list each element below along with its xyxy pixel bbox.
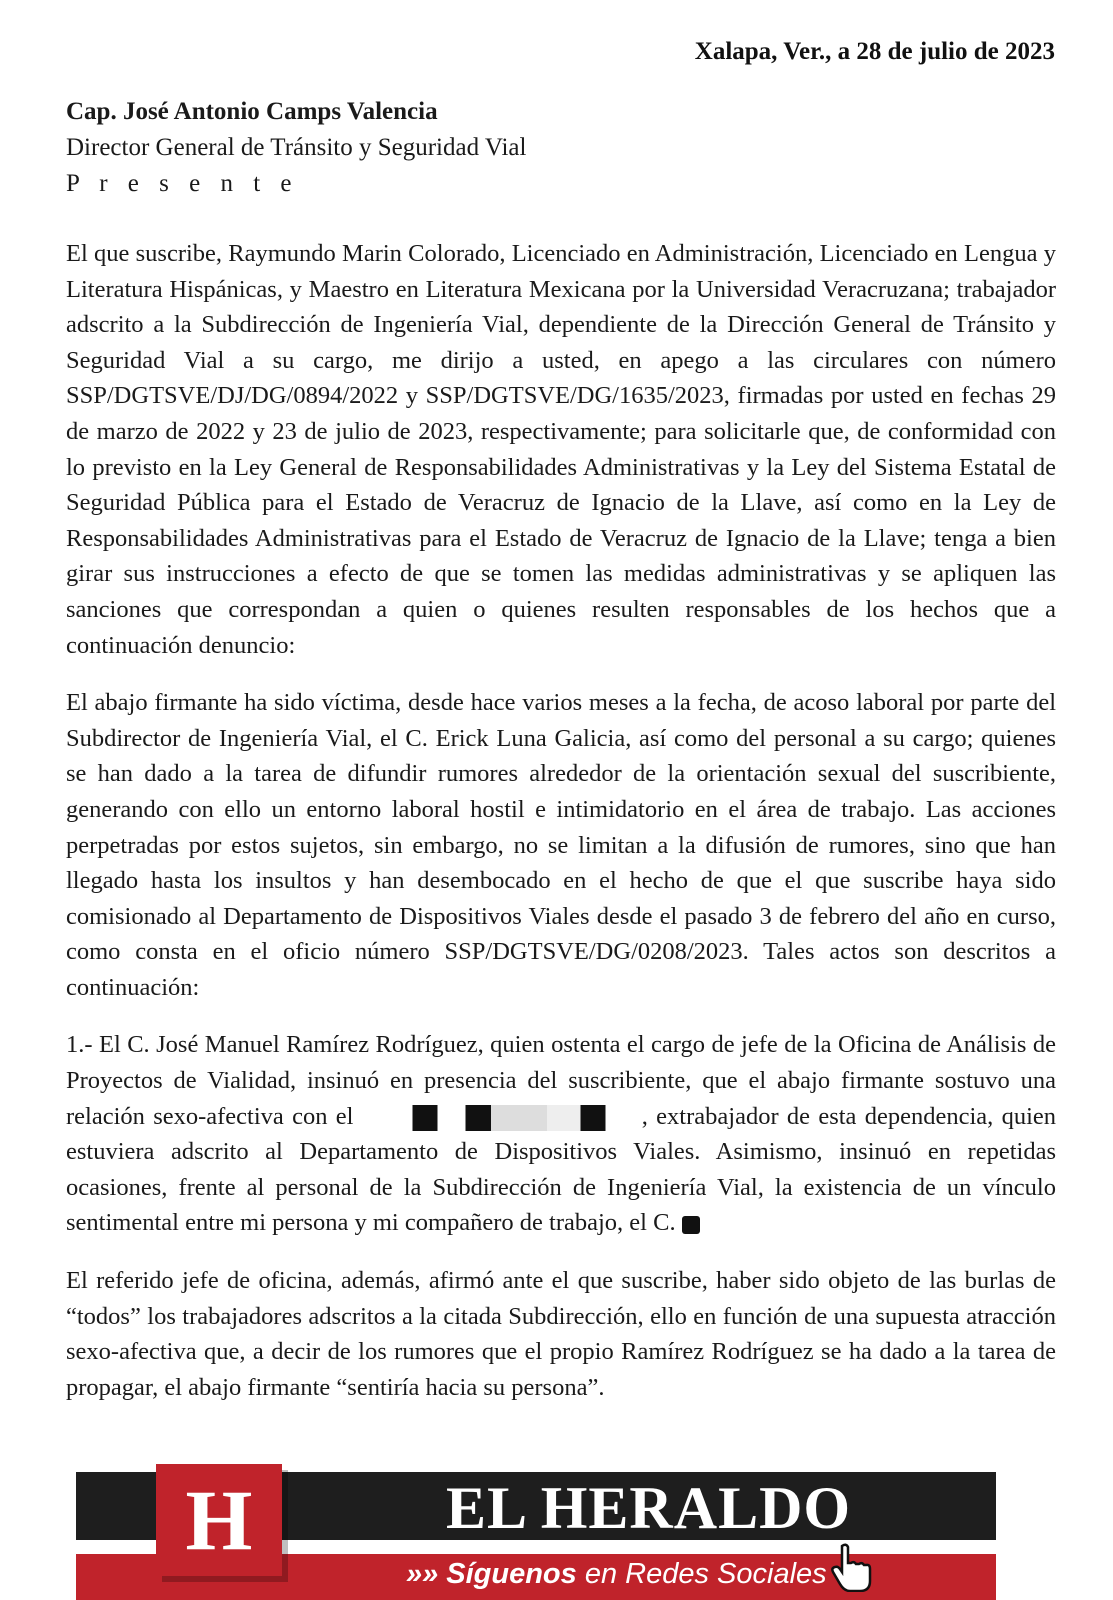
paragraph-item-1: [66, 1027, 1056, 1241]
recipient-position: Director General de Tránsito y Seguridad Vial: [66, 134, 527, 161]
el-heraldo-banner[interactable]: [76, 1472, 996, 1600]
follow-bold-text: Síguenos: [446, 1558, 577, 1590]
paragraph-harassment: El abajo firmante ha sido víctima, desde hace varios meses a la fecha, de acoso laboral por parte del Subdirector de Ingeniería Vial, el C. Erick Luna Galicia, así como del personal a su cargo; quienes se han dado a la tarea de difundir rumores alrededor de la orientación sexual del suscribiente, generando con ello un entorno laboral hostil e intimidatorio en el área de trabajo. Las acciones perpetradas por estos sujetos, sin embargo, no se limitan a la difusión de rumores, sino que han llegado hasta los insultos y han desembocado en el hecho de que el que suscribe haya sido comisionado al Departamento de Dispositivos Viales desde el pasado 3 de febrero del año en curso, como consta en el oficio número SSP/DGTSVE/DG/0208/2023. Tales actos son descritos a continuación:: [66, 689, 1056, 1001]
pointing-hand-icon: [828, 1542, 872, 1592]
letter-date: Xalapa, Ver., a 28 de julio de 2023: [694, 38, 1055, 65]
presente-line: P r e s e n t e: [66, 170, 299, 197]
follow-rest-text: en Redes Sociales: [576, 1558, 827, 1590]
redacted-name: [362, 1105, 642, 1131]
paragraph-item-1-part-a: 1.- El C. José Manuel Ramírez Rodríguez, quien ostenta el cargo de jefe de la Oficina de Análisis de Proyectos de Vialidad, insinuó en presencia del suscribiente, que el abajo firmante sostuvo una relación sexo-afectiva con el: [66, 1031, 1056, 1130]
recipient-name: Cap. José Antonio Camps Valencia: [66, 98, 438, 125]
brand-name: EL HERALDO: [446, 1475, 852, 1541]
paragraph-intro: El que suscribe, Raymundo Marin Colorado, Licenciado en Administración, Licenciado en Lengua y Literatura Hispánicas, y Maestro en Literatura Mexicana por la Universidad Veracruzana; trabajador adscrito a la Subdirección de Ingeniería Vial, dependiente de la Dirección General de Tránsito y Seguridad Vial a su cargo, me dirijo a usted, en apego a las circulares con número SSP/DGTSVE/DJ/DG/0894/2022 y SSP/DGTSVE/DG/1635/2023, firmadas por usted en fechas 29 de marzo de 2022 y 23 de julio de 2023, respectivamente; para solicitarle que, de conformidad con lo previsto en la Ley General de Responsabilidades Administrativas y la Ley del Sistema Estatal de Seguridad Pública para el Estado de Veracruz de Ignacio de la Llave, así como en la Ley de Responsabilidades Administrativas para el Estado de Veracruz de Ignacio de la Llave; tenga a bien girar sus instrucciones a efecto de que se tomen las medidas administrativas y se apliquen las sanciones que correspondan a quien o quienes resulten responsables de los hechos que a continuación denuncio:: [66, 240, 1056, 659]
heraldo-logo: H: [156, 1464, 282, 1576]
paragraph-item-1-part-b: , extrabajador de esta dependencia, quien estuviera adscrito al Departamento de Dispositivos Viales. Asimismo, insinuó en repetidas ocasiones, frente al personal de la Subdirección de Ingeniería Vial, la existencia de un vínculo sentimental entre mi persona y mi compañero de trabajo, el C.: [66, 1102, 1056, 1237]
social-follow-link[interactable]: [406, 1558, 827, 1591]
paragraph-office-chief: El referido jefe de oficina, además, afirmó ante el que suscribe, haber sido objeto de las burlas de “todos” los trabajadores adscritos a la citada Subdirección, ello en función de una supuesta atracción sexo-afectiva que, a decir de los rumores que el propio Ramírez Rodríguez se ha dado a la tarea de propagar, el abajo firmante “sentiría hacia su persona”.: [66, 1267, 1056, 1401]
chevrons-icon: »»: [406, 1558, 439, 1590]
redacted-name-small: [682, 1216, 700, 1234]
recipient-block: [66, 94, 526, 202]
letter-body: [66, 236, 1056, 1427]
